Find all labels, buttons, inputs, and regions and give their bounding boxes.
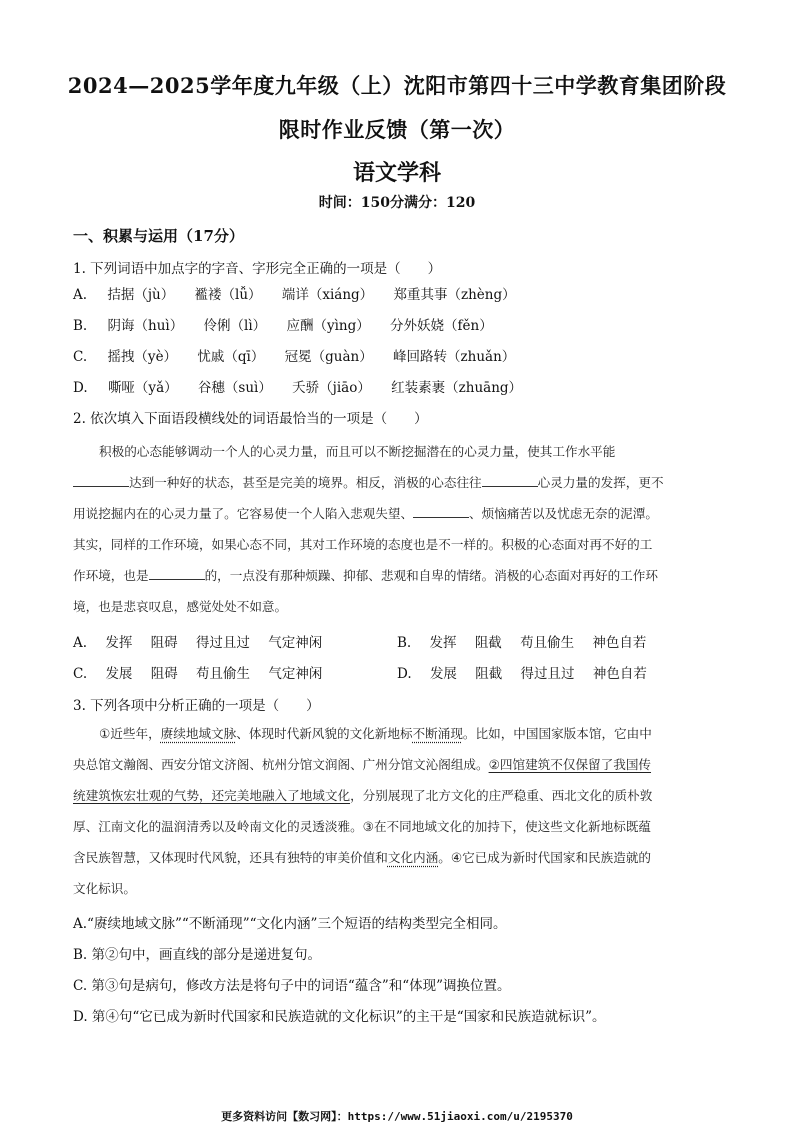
option-word: 端详（xiáng） [281,287,374,303]
option-label: D. [397,666,412,682]
dotted-phrase: 文化内涵 [387,850,439,865]
option-word: 发展 [105,666,133,682]
option-word: 得过且过 [195,635,250,651]
option-word: 神色自若 [592,635,647,651]
question-1-option-a [73,283,532,303]
option-word: 气定神闲 [268,666,323,682]
passage-text: 作环境，也是 [73,568,149,583]
question-2-passage [73,436,720,622]
option-word: 郑重其事（zhèng） [393,287,516,303]
footer-link[interactable]: 更多资料访问【数习网】：https://www.51jiaoxi.com/u/2195370 [221,1110,573,1123]
passage-text: 的，一点没有那种烦躁、抑郁、悲观和自卑的情绪。消极的心态面对再好的工作环 [204,568,658,583]
question-2-stem: 2. 依次填入下面语段横线处的词语最恰当的一项是（ ） [73,411,428,427]
question-2-option-a [73,631,336,651]
question-2-option-c [73,662,336,682]
question-3-passage [73,718,720,904]
question-1-stem: 1. 下列词语中加点字的字音、字形完全正确的一项是（ ） [73,261,442,277]
option-word: 阻截 [474,635,502,651]
subject-title: 语文学科 [352,160,441,186]
passage-line [73,467,720,498]
passage-text: 。④它已成为新时代国家和民族造就的 [438,850,652,865]
option-word: 阻碍 [150,635,178,651]
option-word: 应酬（yìng） [286,318,370,334]
option-word: 气定神闲 [268,635,323,651]
underlined-sentence: 统建筑恢宏壮观的气势，还完美地融入了地域文化 [73,788,351,803]
question-3-option-d: D. 第④句“它已成为新时代国家和民族造就的文化标识”的主干是“国家和民族造就标识”。 [73,1009,606,1025]
option-word: 发挥 [429,635,457,651]
passage-line: 其实，同样的工作环境，如果心态不同，其对工作环境的态度也是不一样的。积极的心态面对再不好的工 [73,537,653,552]
question-3-stem: 3. 下列各项中分析正确的一项是（ ） [73,698,320,714]
question-2-option-b [397,631,660,651]
passage-line [73,498,720,529]
passage-line [73,780,720,811]
question-3-option-a: A.“赓续地域文脉”“不断涌现”“文化内涵”三个短语的结构类型完全相同。 [73,916,507,932]
option-word: 得过且过 [520,666,575,682]
option-word: 冠冕（guàn） [284,349,373,365]
option-label: A. [73,635,88,651]
option-word: 谷穗（suì） [197,380,272,396]
option-label: C. [73,666,88,682]
option-word: 拮据（jù） [107,287,175,303]
dotted-phrase: 不断涌现 [412,726,463,741]
passage-line [73,718,720,749]
option-word: 嘶哑（yǎ） [107,380,178,396]
question-1-option-c [73,345,531,365]
option-word: 阻碍 [150,666,178,682]
fill-blank [149,567,205,580]
option-word: 苟且偷生 [520,635,575,651]
question-3-option-b: B. 第②句中，画直线的部分是递进复句。 [73,947,322,963]
option-label: A. [73,287,88,303]
question-3-option-c: C. 第③句是病句，修改方法是将句子中的词语“蕴含”和“体现”调换位置。 [73,978,511,994]
option-word: 阴诲（huì） [107,318,184,334]
passage-text: 达到一种好的状态，甚至是完美的境界。相反，消极的心态往往 [129,475,482,490]
option-label: D. [73,380,88,396]
dotted-phrase: 赓续地域文脉 [160,726,237,741]
fill-blank [413,505,469,518]
option-label: B. [73,318,88,334]
option-word: 伶俐（lì） [203,318,267,334]
option-word: 发挥 [105,635,133,651]
passage-text: 心灵力量的发挥，更不 [537,475,664,490]
passage-line: 厚、江南文化的温润清秀以及岭南文化的灵透淡雅。③在不同地域文化的加持下，使这些文化新地标既蕴 [73,819,652,834]
option-word: 夭骄（jiāo） [292,380,371,396]
option-label: B. [397,635,412,651]
passage-line [73,749,720,780]
passage-text: ①近些年， [99,726,161,741]
option-word: 分外妖娆（fěn） [390,318,493,334]
option-word: 摇拽（yè） [107,349,178,365]
option-word: 红装素裹（zhuāng） [391,380,523,396]
option-word: 阻截 [475,666,503,682]
passage-line: 文化标识。 [73,881,136,896]
passage-text: 。比如，中国国家版本馆，它由中 [462,726,652,741]
option-word: 忧戚（qī） [197,349,265,365]
passage-text: ，分别展现了北方文化的庄严稳重、西北文化的质朴敦 [350,788,653,803]
fill-blank [73,474,129,487]
passage-text: 央总馆文瀚阁、西安分馆文济阁、杭州分馆文润阁、广州分馆文沁阁组成。 [73,757,489,772]
underlined-sentence: ②四馆建筑不仅保留了我国传 [488,757,652,772]
passage-text: 、体现时代新风貌的文化新地标 [236,726,413,741]
question-2-option-d [397,662,661,682]
section-heading: 一、积累与运用（17分） [73,227,244,245]
passage-line: 境，也是悲哀叹息，感觉处处不如意。 [73,599,288,614]
option-word: 襤褛（lǚ） [194,287,262,303]
passage-line [73,560,720,591]
passage-text: 含民族智慧，又体现时代风貌，还具有独特的审美价值和 [73,850,388,865]
exam-title-line2: 限时作业反馈（第一次） [278,117,516,142]
option-word: 神色自若 [592,666,647,682]
exam-title-line1: 2024—2025学年度九年级（上）沈阳市第四十三中学教育集团阶段 [67,73,727,98]
time-and-score: 时间：150分满分：120 [318,195,476,211]
option-word: 苟且偷生 [196,666,251,682]
question-1-option-b [73,314,509,334]
option-word: 发展 [429,666,457,682]
passage-text: 用说挖掘内在的心灵力量了。它容易使一个人陷入悲观失望、 [73,506,414,521]
question-1-option-d [73,376,538,396]
passage-line [73,842,720,873]
option-label: C. [73,349,88,365]
passage-line: 积极的心态能够调动一个人的心灵力量，而且可以不断挖掘潜在的心灵力量，使其工作水平能 [99,444,616,459]
passage-text: 、烦恼痛苦以及忧虑无奈的泥潭。 [469,506,658,521]
option-word: 峰回路转（zhuǎn） [393,349,516,365]
fill-blank [482,474,538,487]
